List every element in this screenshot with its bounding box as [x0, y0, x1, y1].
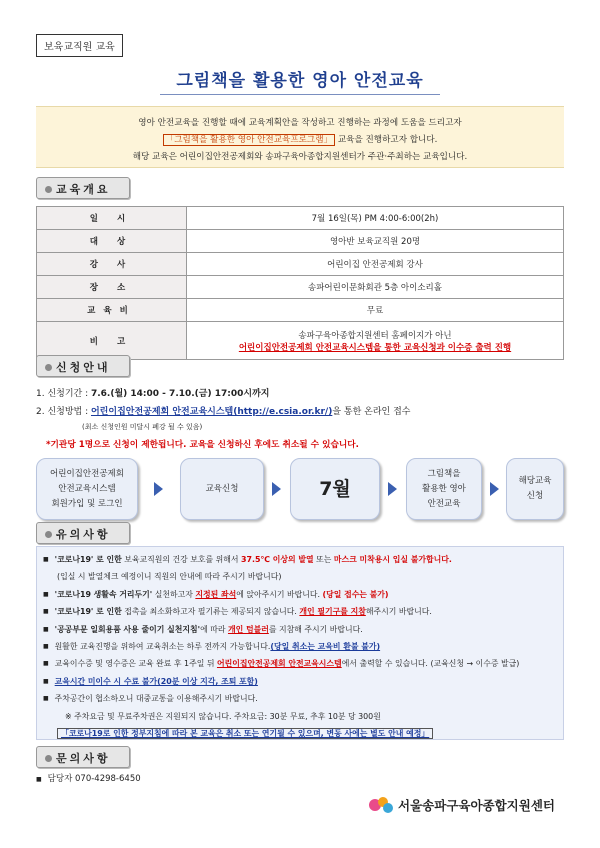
section-register-heading — [36, 355, 130, 377]
logo-icon — [368, 794, 394, 816]
section-contact-heading — [36, 746, 130, 768]
page-title: 그림책을 활용한 영아 안전교육 — [176, 71, 424, 91]
flow-step-text: 해당교육 — [518, 476, 552, 486]
arrow-right-icon — [272, 482, 281, 496]
square-bullet-icon: ■ — [36, 776, 42, 783]
note-text: 실천하고자 — [152, 589, 196, 599]
bullet-icon — [45, 755, 52, 762]
note-text: 에 따라 — [200, 624, 228, 634]
square-bullet-icon: ■ — [43, 608, 49, 616]
note-text: '코로나19 생활속 거리두기' — [54, 589, 153, 599]
note-sub: ※ 주차요금 및 무료주차권은 지원되지 않습니다. 주차요금: 30분 무료, 추후 10분 당 300원 — [65, 711, 381, 721]
flow-step-login — [36, 458, 138, 520]
table-row-remark — [37, 322, 564, 360]
table-row — [37, 230, 564, 253]
note-item — [43, 690, 557, 707]
note-item — [43, 638, 557, 655]
period-label: 1. 신청기간 : — [36, 389, 91, 399]
intro-line-2 — [36, 132, 564, 149]
flow-step-month — [290, 458, 380, 520]
period-value: 7.6.(월) 14:00 - 7.10.(금) 17:00시까지 — [90, 389, 270, 399]
note-text: 를 지참해 주시기 바랍니다. — [268, 624, 363, 634]
program-name-highlight: 「그림책을 활용한 영아 안전교육프로그램」 — [163, 134, 336, 146]
row-value: 7월 16일(목) PM 4:00-6:00(2h) — [187, 207, 564, 230]
square-bullet-icon: ■ — [43, 695, 49, 703]
section-notes-label: 유의사항 — [56, 528, 111, 541]
row-value: 무료 — [187, 299, 564, 322]
square-bullet-icon: ■ — [43, 643, 49, 651]
note-item — [43, 586, 557, 603]
flow-step-program — [406, 458, 482, 520]
row-key: 장 소 — [37, 276, 187, 299]
bullet-icon — [45, 186, 52, 193]
title-underline — [160, 94, 440, 95]
note-text: 에 앉아주시기 바랍니다. — [236, 589, 323, 599]
row-key: 대 상 — [37, 230, 187, 253]
overview-table — [36, 206, 564, 360]
application-flow — [36, 458, 564, 522]
note-text: (당일 취소는 교육비 환불 불가) — [270, 642, 381, 652]
register-period — [36, 386, 269, 399]
note-text: 개인 텀블러 — [227, 624, 269, 634]
row-key: 비 고 — [37, 322, 187, 360]
note-item — [43, 603, 557, 620]
note-text: '코로나19' 로 인한 — [54, 607, 122, 617]
table-row — [37, 276, 564, 299]
intro-line-1: 영아 안전교육을 진행할 때에 교육계획안을 작성하고 진행하는 과정에 도움을 드리고자 — [138, 118, 462, 128]
note-text: 에서 출력할 수 있습니다. (교육신청 → 이수증 발급) — [341, 659, 520, 669]
bullet-icon — [45, 364, 52, 371]
note-text: 교육이수증 및 영수증은 교육 완료 후 1주일 뒤 — [54, 659, 217, 669]
contact-info — [36, 772, 141, 784]
row-value: 송파어린이문화회관 5층 아이소리홀 — [187, 276, 564, 299]
note-text: 37.5℃ 이상의 발열 — [240, 555, 314, 564]
note-text: 원활한 교육진행을 위하여 교육취소는 하루 전까지 가능합니다. — [54, 642, 271, 652]
register-link[interactable]: 어린이집안전공제회 안전교육시스템(http://e.csia.or.kr/) — [90, 407, 333, 417]
flow-step-final — [506, 458, 564, 520]
note-text: 개인 필기구를 지참 — [299, 607, 366, 617]
register-note: (최소 신청인원 미달시 폐강 될 수 있음) — [82, 423, 203, 431]
flow-step-text: 교육신청 — [205, 483, 239, 494]
table-row — [37, 207, 564, 230]
square-bullet-icon: ■ — [43, 590, 49, 598]
note-item — [43, 655, 557, 672]
row-value — [187, 322, 564, 360]
category-tag: 보육교직원 교육 — [36, 34, 123, 57]
square-bullet-icon: ■ — [43, 556, 49, 563]
note-text: 접촉을 최소화하고자 필기류는 제공되지 않습니다. — [121, 607, 300, 617]
arrow-right-icon — [388, 482, 397, 496]
note-item — [43, 551, 557, 568]
flow-step-text: 신청 — [526, 491, 544, 501]
note-item — [43, 621, 557, 638]
note-text: 또는 — [313, 555, 334, 564]
intro-line-2-rest: 교육을 진행하고자 합니다. — [335, 135, 438, 145]
arrow-right-icon — [490, 482, 499, 496]
arrow-right-icon — [154, 482, 163, 496]
section-overview-heading — [36, 177, 130, 199]
section-contact-label: 문의사항 — [56, 752, 111, 765]
table-row — [37, 299, 564, 322]
remark-line-2: 어린이집안전공제회 안전교육시스템을 통한 교육신청과 이수증 출력 진행 — [238, 342, 512, 353]
method-rest: 을 통한 온라인 접수 — [332, 407, 411, 417]
flow-step-text: 그림책을 — [427, 468, 461, 479]
section-register-label: 신청안내 — [56, 361, 111, 374]
note-text: 보육교직원의 건강 보호를 위해서 — [121, 555, 241, 564]
row-value: 영아반 보육교직원 20명 — [187, 230, 564, 253]
note-text: '공공부문 일회용품 사용 줄이기 실천지침' — [54, 624, 201, 634]
row-key: 교육비 — [37, 299, 187, 322]
note-item — [43, 673, 557, 690]
logo-text: 서울송파구육아종합지원센터 — [398, 798, 555, 813]
square-bullet-icon: ■ — [43, 660, 49, 668]
note-final — [43, 725, 557, 742]
contact-text: 담당자 070-4298-6450 — [47, 774, 141, 784]
flow-step-text: 안전교육 — [427, 498, 461, 509]
note-text: 마스크 미착용시 입실 불가합니다. — [333, 555, 452, 564]
flow-step-text: 안전교육시스템 — [58, 483, 116, 494]
square-bullet-icon: ■ — [43, 625, 49, 633]
flow-step-text: 활용한 영아 — [422, 483, 466, 494]
note-text: 「코로나19로 인한 정부지침에 따라 본 교육은 취소 또는 연기될 수 있으며, 변동 사에는 별도 안내 예정」 — [57, 728, 433, 739]
section-notes-heading — [36, 522, 130, 544]
row-key: 강 사 — [37, 253, 187, 276]
square-bullet-icon: ■ — [43, 677, 49, 685]
method-label: 2. 신청방법 : — [36, 407, 91, 417]
register-warning: *기관당 1명으로 신청이 제한됩니다. 교육을 신청하신 후에도 취소될 수 있습니다. — [46, 440, 359, 450]
remark-line-1: 송파구육아종합지원센터 홈페이지가 아닌 — [298, 330, 452, 341]
center-logo — [368, 794, 555, 816]
flow-step-text: 회원가입 및 로그인 — [51, 498, 123, 509]
flow-step-text: 7월 — [319, 477, 351, 500]
note-text: 주차공간이 협소하오니 대중교통을 이용해주시기 바랍니다. — [54, 694, 258, 704]
note-text: 해주시기 바랍니다. — [365, 607, 432, 617]
table-row — [37, 253, 564, 276]
section-overview-label: 교육개요 — [56, 183, 111, 196]
flow-step-apply — [180, 458, 264, 520]
note-text: 지정된 좌석 — [195, 589, 237, 599]
intro-line-3: 해당 교육은 어린이집안전공제회와 송파구육아종합지원센터가 주관·주최하는 교육입니다. — [132, 152, 468, 162]
note-text: '코로나19' 로 인한 — [54, 555, 122, 564]
note-text: 교육시간 미이수 시 수료 불가(20분 이상 지각, 조퇴 포함) — [54, 676, 258, 686]
notes-box — [36, 546, 564, 740]
row-key: 일 시 — [37, 207, 187, 230]
register-method — [36, 404, 410, 417]
intro-box — [36, 106, 564, 168]
note-text: 어린이집안전공제회 안전교육시스템 — [216, 659, 342, 669]
note-sub: (입실 시 발열체크 예정이니 직원의 안내에 따라 주시기 바랍니다) — [57, 572, 282, 582]
note-text: (당일 접수는 불가) — [322, 589, 389, 599]
row-value: 어린이집 안전공제회 강사 — [187, 253, 564, 276]
flow-step-text: 어린이집안전공제회 — [50, 468, 124, 479]
bullet-icon — [45, 531, 52, 538]
